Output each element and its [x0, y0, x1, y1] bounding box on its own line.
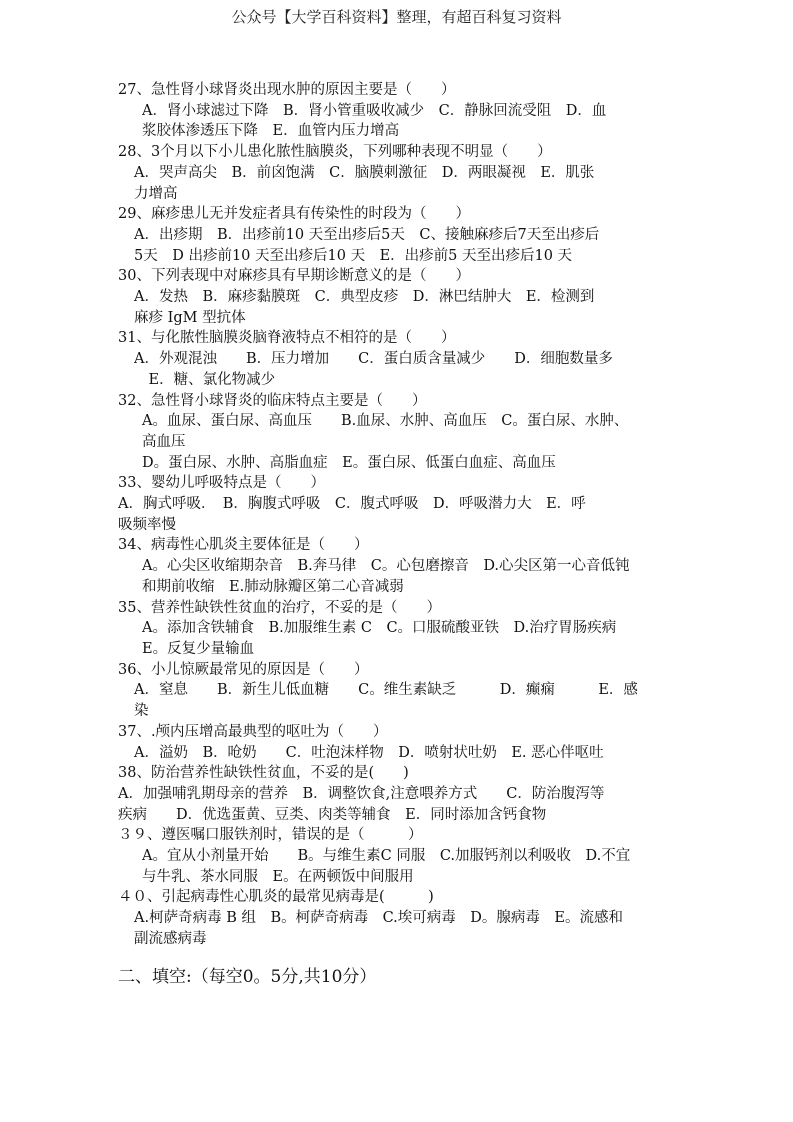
question-options-line: 麻疹 IgM 型抗体 [134, 309, 246, 326]
question-text: 33、婴幼儿呼吸特点是（ ） [118, 475, 325, 492]
question-text: 29、麻疹患儿无并发症者具有传染性的时段为（ ） [118, 206, 470, 223]
question-text: 35、营养性缺铁性贫血的治疗，不妥的是（ ） [118, 599, 441, 616]
section-title-fill-in: 二、填空:（每空0。5分,共10分） [118, 967, 377, 987]
question-list [118, 80, 683, 950]
question-options-line: 力增高 [134, 185, 178, 202]
question-options-line: 副流感病毒 [134, 930, 207, 947]
question-text: ３９、遵医嘱口服铁剂时，错误的是（ ） [118, 827, 423, 844]
question-options-line: A．发热 B．麻疹黏膜斑 C．典型皮疹 D．淋巴结肿大 E．检测到 [134, 289, 595, 306]
question-options-line: A．加强哺乳期母亲的营养 B．调整饮食,注意喂养方式 C．防治腹泻等 [118, 785, 605, 802]
question-item [118, 722, 683, 763]
question-options-line: A.柯萨奇病毒 B 组 B。柯萨奇病毒 C.埃可病毒 D。腺病毒 E。流感和 [134, 910, 624, 927]
question-options-line: E。反复少量输血 [142, 640, 255, 657]
question-item [118, 535, 683, 597]
question-text: 27、急性肾小球肾炎出现水肿的原因主要是（ ） [118, 82, 456, 98]
question-text: 34、病毒性心肌炎主要体征是（ ） [118, 537, 369, 554]
question-text: 32、急性肾小球肾炎的临床特点主要是（ ） [118, 392, 427, 409]
question-item [118, 266, 683, 328]
question-item [118, 328, 683, 390]
question-options-line: A．哭声高尖 B．前囟饱满 C．脑膜刺激征 D．两眼凝视 E．肌张 [134, 164, 595, 181]
question-options-line: 5天 D 出疹前10 天至出疹后10 天 E．出疹前5 天至出疹后10 天 [134, 247, 573, 264]
question-item [118, 598, 683, 660]
question-text: 30、下列表现中对麻疹具有早期诊断意义的是（ ） [118, 268, 470, 285]
question-item [118, 660, 683, 722]
question-options-line: A．窒息 B．新生儿低血糖 C。维生素缺乏 D．癫痫 E．感 [134, 682, 638, 699]
question-text: 31、与化脓性脑膜炎脑脊液特点不相符的是（ ） [118, 330, 456, 347]
question-text: 28、3个月以下小儿患化脓性脑膜炎，下列哪种表现不明显（ ） [118, 144, 552, 161]
question-text: 36、小儿惊厥最常见的原因是（ ） [118, 661, 369, 678]
question-options-line: A。心尖区收缩期杂音 B.奔马律 C。心包磨擦音 D.心尖区第一心音低钝 [142, 558, 630, 575]
question-options-line: A．溢奶 B．呛奶 C．吐泡沫样物 D．喷射状吐奶 E. 恶心伴呕吐 [134, 744, 604, 761]
question-text: ４０、引起病毒性心肌炎的最常见病毒是( ) [118, 889, 434, 906]
question-options-line: A．出疹期 B．出疹前10 天至出疹后5天 C、接触麻疹后7天至出疹后 [134, 226, 600, 243]
question-options-line: 与牛乳、茶水同服 E。在两顿饭中间服用 [142, 868, 414, 885]
page-header: 公众号【大学百科资料】整理，有超百科复习资料 [231, 8, 562, 26]
question-options-line: 疾病 D．优选蛋黄、豆类、肉类等辅食 E．同时添加含钙食物 [118, 806, 547, 823]
question-item [118, 204, 683, 266]
question-options-line: A。血尿、蛋白尿、高血压 B.血尿、水肿、高血压 C。蛋白尿、水肿、 [142, 413, 629, 430]
question-options-line: 高血压 [142, 433, 186, 450]
question-options-line: 浆胶体渗透压下降 E．血管内压力增高 [142, 123, 400, 140]
question-item [118, 887, 683, 949]
question-options-line: D。蛋白尿、水肿、高脂血症 E。蛋白尿、低蛋白血症、高血压 [142, 454, 556, 471]
question-options-line: E．糖、氯化物减少 [134, 371, 276, 388]
question-options-line: A．胸式呼吸． B．胸腹式呼吸 C．腹式呼吸 D．呼吸潜力大 E．呼 [118, 496, 586, 513]
question-item [118, 473, 683, 535]
question-item [118, 391, 683, 474]
question-options-line: 和期前收缩 E.肺动脉瓣区第二心音减弱 [142, 578, 404, 595]
question-options-line: A．肾小球滤过下降 B．肾小管重吸收减少 C．静脉回流受阻 D．血 [142, 102, 607, 119]
question-item [118, 763, 683, 825]
question-options-line: A。添加含铁辅食 B.加服维生素 C C。口服硫酸亚铁 D.治疗胃肠疾病 [142, 620, 617, 637]
question-text: 37、.颅内压增高最典型的呕吐为（ ） [118, 723, 388, 740]
question-options-line: 吸频率慢 [118, 516, 176, 533]
question-item [118, 142, 683, 204]
question-options-line: A．外观混浊 B．压力增加 C．蛋白质含量减少 D．细胞数量多 [134, 351, 613, 368]
question-item [118, 80, 683, 142]
question-item [118, 825, 683, 887]
question-options-line: 染 [134, 703, 149, 720]
question-text: 38、防治营养性缺铁性贫血，不妥的是( ) [118, 765, 409, 782]
question-options-line: A。宜从小剂量开始 B。与维生素C 同服 C.加服钙剂以利吸收 D.不宜 [142, 848, 631, 865]
